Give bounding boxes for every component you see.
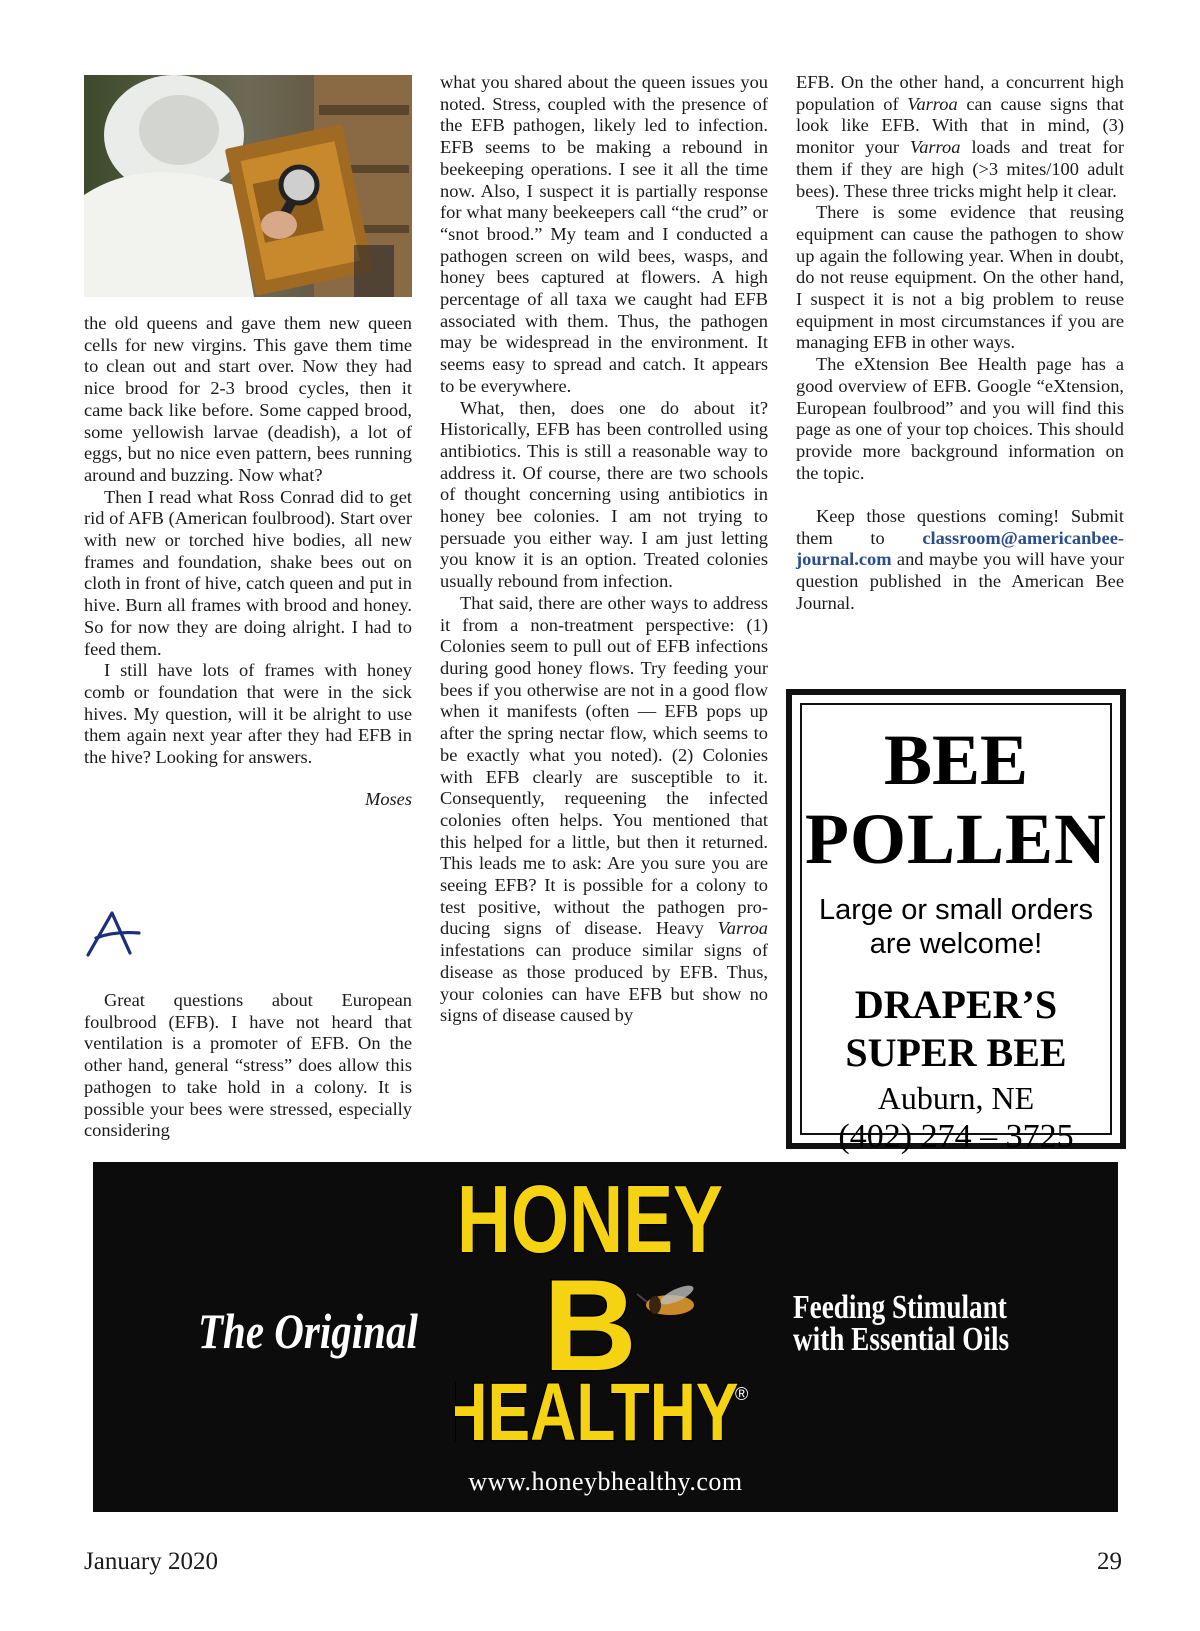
bee-icon: [637, 1282, 696, 1315]
ad-inner-border: [800, 703, 1112, 1155]
logo-line2: B: [543, 1252, 637, 1398]
logo-line3: HEALTHY: [455, 1365, 739, 1458]
varroa-term: Varroa: [717, 918, 768, 939]
answer-paragraph: The eXtension Bee Health page has a good overview of EFB. Google “eXtension, European foulbrood” and you will find this page as one of your top choices. This should provide more background information on the topic.: [796, 354, 1124, 483]
ad-phone: (402) 274 – 3725: [838, 1118, 1074, 1155]
email-link[interactable]: classroom@americanbeejournal.com: [796, 527, 1124, 570]
ad-company-name: [802, 981, 1110, 1077]
logo-line1: HONEY: [456, 1170, 724, 1274]
question-paragraph: Then I read what Ross Conrad did to get rid of AFB (American foulbrood). Start over with new or torched hive bodies, all new frames and foundation, shake bees out on cloth in front of hive, catch queen and put in hive. Burn all frames with brood and honey. So for now they are doing alright. I had to feed them.: [84, 486, 412, 659]
answer-paragraph: There is some evidence that reusing equipment can cause the pathogen to show up again the following year. When in doubt, do not reuse equipment. On the other hand, I suspect it is not a big problem to reuse equipment in most circumstances if you are managing EFB in other ways.: [796, 202, 1124, 353]
answer-text: That said, there are other ways to address it from a non-treatment perspective: (1) Colonies seem to pull out of EFB infections during good honey flows. Try feeding your bees if you otherwise are not in a good flow when it manifests (often — EFB pops up after the spring nectar flow, which seems to be exactly what you noted). (2) Colonies with EFB clearly are susceptible to it. Consequently, requeening the infected colonies often helps. You mentioned that this helped for a little, but then it returned. This leads me to ask: Are you sure you are seeing EFB? It is possible for a colony to test positive, without the pathogen producing signs of disease. Heavy: [440, 592, 768, 939]
ad-title-line1: BEE: [883, 720, 1029, 800]
answer-column-1: [84, 990, 412, 1142]
ad-tagline-left: The Original: [198, 1303, 418, 1359]
ad-tagline-right-line1: Feeding Stimulant: [793, 1289, 1007, 1326]
ad-company-line1: DRAPER’S: [854, 982, 1058, 1027]
issue-date: January 2020: [84, 1548, 218, 1575]
ad-tagline-right-line2: with Essential Oils: [793, 1321, 1010, 1358]
article-column-2: [440, 72, 768, 1027]
ad-tagline-right: [793, 1289, 1010, 1358]
answer-paragraph: What, then, does one do about it? Historically, EFB has been controlled using antibiotics. This is still a reasonable way to address it. Of course, there are two schools of thought concerning using antibiotics in honey bee colonies. I am not trying to persuade you either way. I am just letting you know it is an option. Treated colonies usually rebound from infection.: [440, 397, 768, 592]
honey-b-healthy-logo: [455, 1170, 755, 1460]
question-paragraph: the old queens and gave them new queen cells for new virgins. This gave them time to clean out and start over. Now they had nice brood for 2-3 brood cycles, then it came back like before. Some capped brood, some yellowish larvae (deadish), a lot of eggs, but no nice even pattern, bees running around and buzzing. Now what?: [84, 313, 412, 485]
article-column-3: [796, 72, 1124, 615]
answer-paragraph: [796, 72, 1124, 202]
answer-text: infestations can produce similar signs of disease as those produced by EFB. Thus, your colonies can have EFB but show no signs of disease caused by: [440, 940, 768, 1026]
ad-url[interactable]: www.honeybhealthy.com: [468, 1467, 743, 1496]
closing-text: and maybe you will have your question published in the American Bee Journal.: [796, 549, 1124, 613]
signature: Moses: [365, 788, 412, 809]
varroa-term: Varroa: [910, 137, 961, 158]
ad-title-line2: POLLEN: [804, 799, 1108, 879]
ad-company-line2: SUPER BEE: [845, 1030, 1067, 1075]
varroa-term: Varroa: [907, 93, 958, 114]
ad-subtitle-line2: are welcome!: [869, 928, 1043, 960]
question-paragraph: I still have lots of frames with honey comb or foundation that were in the sick hives. My question, will it be alright to use them again next year after they had EFB in the hive? Looking for answers.: [84, 660, 412, 768]
closing-paragraph: [796, 506, 1124, 615]
honey-b-healthy-ad: [93, 1162, 1118, 1512]
ad-city: Auburn, NE: [877, 1080, 1035, 1116]
closing-text: Keep those questions coming! Submit them to: [796, 506, 1124, 548]
registered-mark: ®: [735, 1384, 749, 1404]
answer-paragraph: what you shared about the queen issues you noted. Stress, coupled with the presence of the EFB pathogen, likely led to infection. EFB seems to be making a rebound in beekeeping operations. I see it all the time now. Also, I suspect it is partially response for what many beekeepers call “the crud” or “snot brood.” My team and I conducted a pathogen screen on wild bees, wasps, and honey bees captured at flowers. A high percentage of all taxa we caught had EFB associated with them. Thus, the pathogen may be widespread in the environment. It seems easy to spread and catch. It appears to be everywhere.: [440, 72, 768, 396]
answer-text: EFB. On the other hand, a concurrent high population of: [796, 72, 1124, 114]
answer-text: can cause signs that look like EFB. With that in mind, (3) monitor your: [796, 93, 1124, 158]
answer-letter-a: [84, 905, 144, 965]
bee-pollen-ad: [786, 689, 1126, 1155]
article-column-1: [84, 313, 412, 810]
ad-subtitle-line1: Large or small orders: [819, 894, 1093, 926]
answer-paragraph: [440, 593, 768, 1027]
page-number: 29: [1097, 1548, 1122, 1575]
answer-text: loads and treat for them if they are high (>3 mites/100 adult bees). These three tricks might help it clear.: [796, 137, 1124, 201]
beekeeper-photo: [84, 75, 412, 297]
answer-paragraph: Great questions about European foulbrood (EFB). I have not heard that ventilation is a promoter of EFB. On the other hand, general “stress” does allow this pathogen to take hold in a colony. It is possible your bees were stressed, especially considering: [84, 990, 412, 1141]
ad-subtitle: [802, 893, 1110, 961]
